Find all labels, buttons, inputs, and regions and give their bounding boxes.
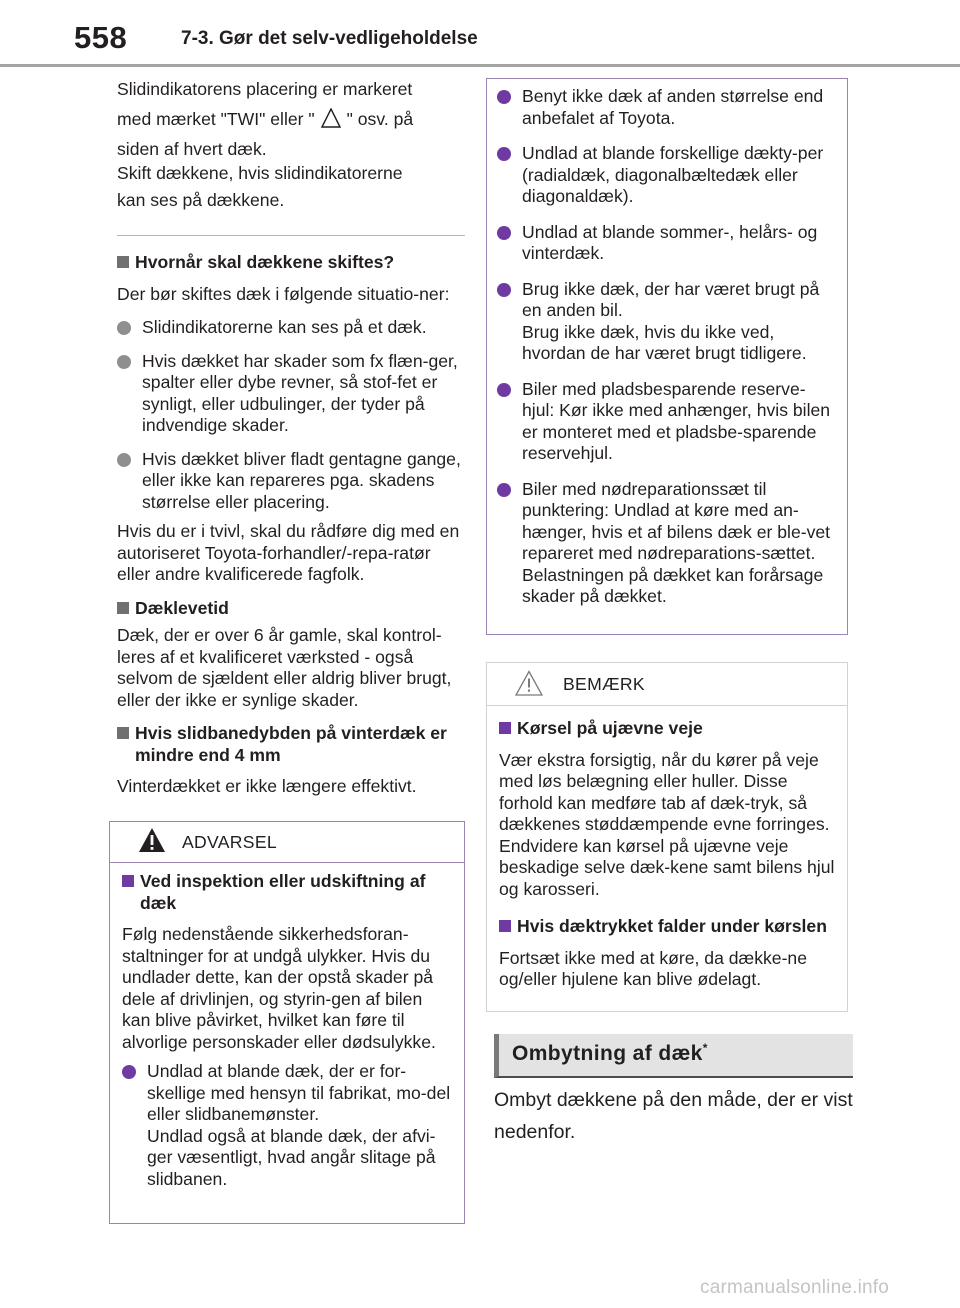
list-item: [122, 1061, 452, 1190]
section-header: [494, 1034, 853, 1078]
header-divider: [0, 64, 960, 67]
bullet-text: Biler med pladsbesparende reserve-hjul: Kør ikke med anhænger, hvis bilen er monteret med et pladsbe-sparende reservehjul.: [522, 378, 831, 463]
warning-text: Følg nedenstående sikkerhedsforan-staltninger for at undgå ulykker. Hvis du undlader dette, kan der opstå skader på dele af drivlinjen, og styrin-gen af bilen kan blive påvirket, hvilket kan føre til alvorlige personskader eller dødsulykke.: [122, 924, 436, 1052]
bullet-text: Brug ikke dæk, der har været brugt på en anden bil.: [522, 278, 820, 320]
square-bullet-icon: [499, 722, 511, 734]
warning-title: ADVARSEL: [182, 832, 277, 852]
heading-text: Hvornår skal dækkene skiftes?: [135, 252, 395, 272]
warning-heading: [122, 871, 452, 914]
list-item: [497, 479, 837, 608]
heading-text: Hvis dæktrykket falder under kørslen: [517, 916, 827, 936]
list-item: [117, 449, 465, 514]
intro-text: med mærket "TWI" eller ": [117, 109, 315, 129]
asterisk-mark: *: [702, 1041, 708, 1055]
note-title: BEMÆRK: [563, 674, 645, 694]
when-heading: [117, 252, 465, 274]
bullet-dot-icon: [497, 483, 511, 497]
list-item: [497, 143, 837, 208]
intro-line-with-icon: [117, 104, 465, 137]
winter-heading: [117, 723, 465, 766]
outro-text: Ombyt dækkene på den måde, der er vist nedenfor.: [494, 1089, 853, 1143]
square-bullet-icon: [117, 727, 129, 739]
left-column: [117, 74, 465, 798]
section-title-text: Ombytning af dæk: [512, 1042, 703, 1065]
bullet-dot-icon: [117, 355, 131, 369]
life-text: Dæk, der er over 6 år gamle, skal kontrol-leres af et kvalificeret værksted - også selvom de sjældent eller aldrig bliver brugt, eller der ikke er synlige skader.: [117, 625, 452, 710]
heading-text: Ved inspektion eller udskiftning af dæk: [140, 871, 426, 913]
page-number: 558: [74, 20, 128, 55]
note-heading: [499, 916, 835, 938]
chapter-title: 7-3. Gør det selv-vedligeholdelse: [181, 28, 478, 49]
heading-text: Dæklevetid: [135, 597, 229, 618]
intro-line: Slidindikatorens placering er markeret: [117, 79, 413, 99]
bullet-text: Slidindikatorerne kan ses på et dæk.: [142, 317, 427, 337]
warning-header: [110, 822, 464, 863]
bullet-dot-icon: [497, 383, 511, 397]
bullet-text: Undlad at blande dæk, der er for-skellige med hensyn til fabrikat, mo-del eller slidbanemønster.: [147, 1061, 451, 1124]
warning-continued-content: [487, 79, 847, 608]
square-bullet-icon: [117, 602, 129, 614]
bullet-dot-icon: [497, 90, 511, 104]
watermark: carmanualsonline.info: [700, 1277, 890, 1298]
bullet-dot-icon: [497, 226, 511, 240]
bullet-text: Benyt ikke dæk af anden størrelse end anbefalet af Toyota.: [522, 86, 824, 128]
section-divider: [117, 235, 465, 236]
note-content: [487, 706, 847, 991]
note-heading: [499, 718, 835, 740]
heading-text: Hvis slidbanedybden på vinterdæk er mindre end 4 mm: [135, 723, 447, 765]
note-text: Fortsæt ikke med at køre, da dække-ne og/eller hjulene kan blive ødelagt.: [499, 947, 808, 989]
section-title: [512, 1041, 708, 1066]
bullet-dot-icon: [497, 147, 511, 161]
bullet-text: Biler med nødreparationssæt til punktering: Undlad at køre med an-hænger, hvis et af bilens dæk er ble-vet repareret med nødreparations-sættet. Belastningen på dækket kan forårsage skader på dækket.: [522, 478, 831, 606]
bullet-text: Undlad at blande forskellige dækty-per (radialdæk, diagonalbæltedæk eller diagonaldæk).: [522, 143, 824, 206]
bullet-text: Undlad også at blande dæk, der afvi-ger væsentligt, hvad angår slitage på slidbanen.: [147, 1125, 436, 1189]
bullet-text: Undlad at blande sommer-, helårs- og vinterdæk.: [522, 221, 818, 263]
warning-triangle-icon: [138, 827, 166, 858]
when-text: Der bør skiftes dæk i følgende situatio-ner:: [117, 283, 450, 304]
list-item: [497, 222, 837, 265]
list-item: [117, 317, 465, 339]
doubt-text: Hvis du er i tvivl, skal du rådføre dig med en autoriseret Toyota-forhandler/-repa-ratør eller andre kvalificerede fagfolk.: [117, 521, 460, 584]
warning-content: [110, 863, 464, 1190]
bullet-dot-icon: [497, 283, 511, 297]
life-heading: [117, 598, 465, 620]
list-item: [117, 351, 465, 437]
intro-paragraph: [117, 74, 465, 215]
list-item: [497, 379, 837, 465]
intro-text: " osv. på: [346, 109, 414, 129]
intro-line: Skift dækkene, hvis slidindikatorerne: [117, 163, 403, 183]
note-text: Vær ekstra forsigtig, når du kører på veje med løs belægning eller huller. Disse forhold kan medføre tab af dæk-tryk, så dækkenes støddæmpende evne forringes. Endvidere kan kørsel på ujævne veje beskadige selve dæk-kene samt bilens hjul og karosseri.: [499, 749, 835, 899]
intro-line: siden af hvert dæk.: [117, 139, 267, 159]
square-bullet-icon: [117, 256, 129, 268]
note-header: [487, 663, 847, 706]
bullet-text: Hvis dækket har skader som fx flæn-ger, spalter eller dybe revner, så stof-fet er synligt, eller udbulinger, der tyder på indvendige skader.: [142, 350, 458, 435]
winter-text: Vinterdækket er ikke længere effektivt.: [117, 776, 417, 796]
intro-line: kan ses på dækkene.: [117, 190, 285, 210]
warning-continued-box: [486, 78, 848, 635]
square-bullet-icon: [499, 920, 511, 932]
square-bullet-icon: [122, 875, 134, 887]
caution-triangle-icon: [515, 670, 543, 701]
heading-text: Kørsel på ujævne veje: [517, 718, 703, 738]
tread-triangle-icon: [321, 107, 341, 137]
bullet-text: Brug ikke dæk, hvis du ikke ved, hvordan de har været brugt tidligere.: [522, 321, 807, 363]
list-item: [497, 86, 837, 129]
bullet-dot-icon: [117, 321, 131, 335]
warning-box: [109, 821, 465, 1224]
bullet-dot-icon: [122, 1065, 136, 1079]
list-item: [497, 279, 837, 365]
bullet-text: Hvis dækket bliver fladt gentagne gange, eller ikke kan repareres pga. skadens størrelse eller placering.: [142, 448, 461, 512]
bullet-dot-icon: [117, 453, 131, 467]
note-box: [486, 662, 848, 1012]
